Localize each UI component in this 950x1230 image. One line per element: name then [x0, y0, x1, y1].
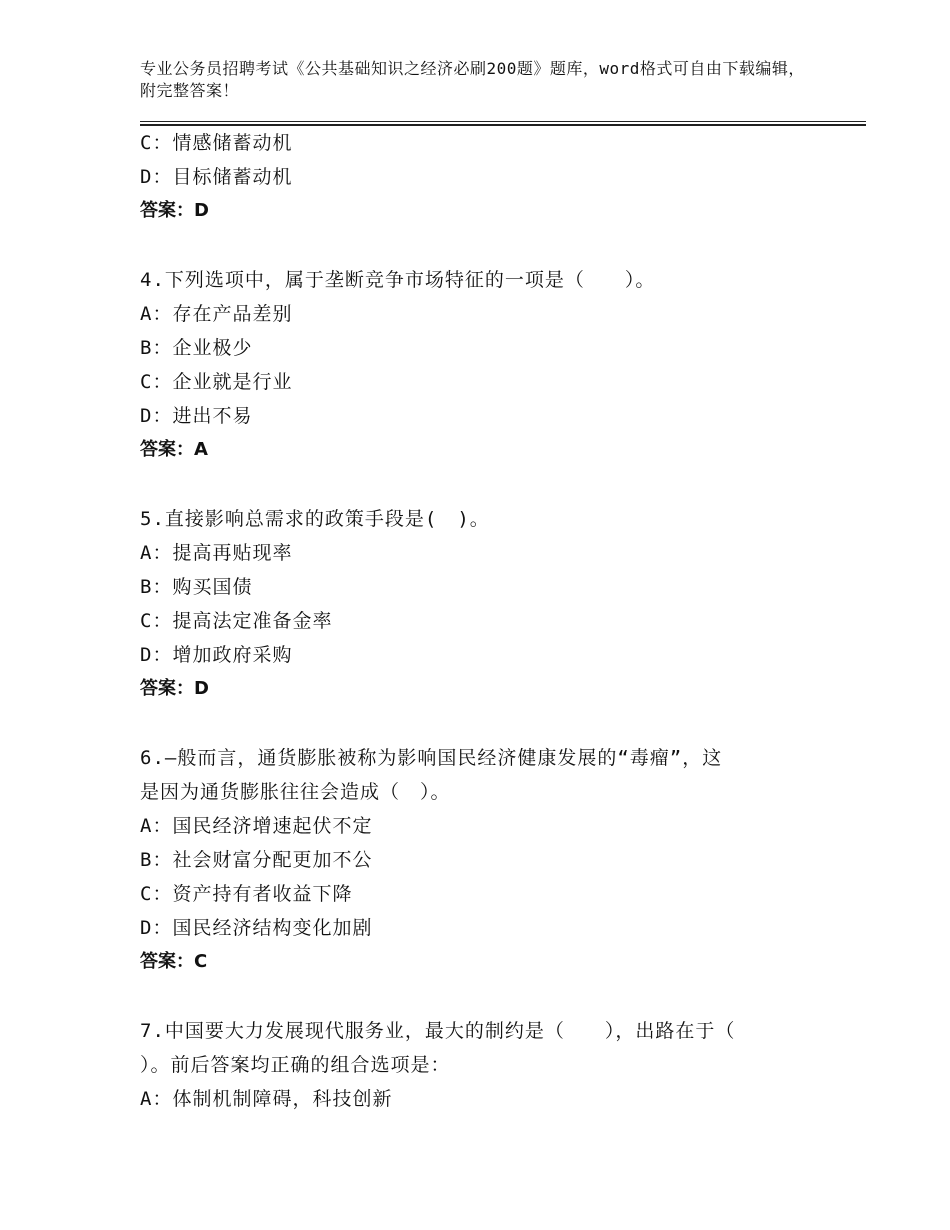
- question-3-tail: [140, 126, 820, 228]
- option-d: D：目标储蓄动机: [140, 166, 293, 188]
- option-a: A：体制机制障碍，科技创新: [140, 1088, 393, 1110]
- question-6: [140, 741, 820, 979]
- spacer: [140, 467, 820, 502]
- option-c: C：情感储蓄动机: [140, 132, 293, 154]
- option-a: A：国民经济增速起伏不定: [140, 815, 373, 837]
- option-d: D：国民经济结构变化加剧: [140, 917, 373, 939]
- question-stem-line-2: 是因为通货膨胀往往会造成（ ）。: [140, 781, 451, 803]
- header-divider: [140, 121, 866, 122]
- option-b: B：企业极少: [140, 337, 253, 359]
- option-b: B：购买国债: [140, 576, 253, 598]
- question-stem-line-2: ）。前后答案均正确的组合选项是：: [140, 1054, 451, 1076]
- spacer: [140, 706, 820, 741]
- spacer: [140, 979, 820, 1014]
- option-d: D：增加政府采购: [140, 644, 293, 666]
- option-b: B：社会财富分配更加不公: [140, 849, 373, 871]
- question-5: [140, 502, 820, 706]
- question-stem: 4.下列选项中，属于垄断竞争市场特征的一项是（ ）。: [140, 269, 656, 291]
- answer-line: 答案：D: [140, 678, 209, 699]
- option-d: D：进出不易: [140, 405, 253, 427]
- option-c: C：提高法定准备金率: [140, 610, 333, 632]
- answer-line: 答案：C: [140, 951, 208, 972]
- question-stem-line-1: 6.—般而言，通货膨胀被称为影响国民经济健康发展的“毒瘤”，这: [140, 747, 723, 769]
- answer-line: 答案：A: [140, 439, 208, 460]
- option-c: C：企业就是行业: [140, 371, 293, 393]
- question-stem-line-1: 7.中国要大力发展现代服务业，最大的制约是（ ），出路在于（: [140, 1020, 736, 1042]
- answer-line: 答案：D: [140, 200, 209, 221]
- option-c: C：资产持有者收益下降: [140, 883, 353, 905]
- question-stem: 5.直接影响总需求的政策手段是( )。: [140, 508, 490, 530]
- question-7: [140, 1014, 820, 1116]
- document-header: 专业公务员招聘考试《公共基础知识之经济必刷200题》题库，word格式可自由下载编辑，附完整答案！: [140, 59, 805, 100]
- question-4: [140, 263, 820, 467]
- question-list: [140, 126, 820, 1116]
- option-a: A：存在产品差别: [140, 303, 293, 325]
- spacer: [140, 228, 820, 263]
- option-a: A：提高再贴现率: [140, 542, 293, 564]
